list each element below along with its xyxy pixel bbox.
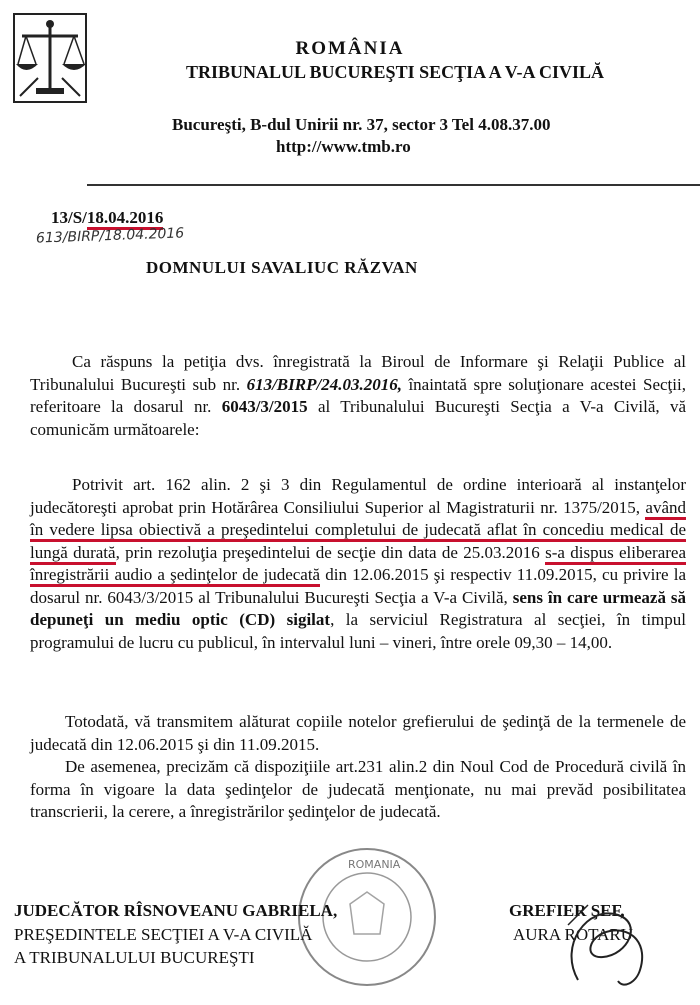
handwritten-registration: 613/BIRP/18.04.2016 xyxy=(35,225,185,247)
stamp-text: ROMANIA xyxy=(348,858,401,871)
p2-text-4: , la serviciul Registratura al secţiei, în timpul programului de lucru cu publicul, în intervalul luni – vineri, între orele 09,30 – 14,00. xyxy=(30,610,686,652)
country-title: ROMÂNIA xyxy=(295,38,405,59)
file-number: 6043/3/2015 xyxy=(221,397,308,416)
p2-text-1: Potrivit art. 162 alin. 2 şi 3 din Regulamentul de ordine interioară al instanţelor judecătoreşti aprobat prin Hotărârea Consiliului Superior al Magistraturii nr. 1375/2015, xyxy=(30,475,686,517)
registration-date: 18.04.2016 xyxy=(87,208,164,230)
paragraph-response xyxy=(30,351,686,441)
court-website: http://www.tmb.ro xyxy=(276,137,411,156)
judge-court: A TRIBUNALULUI BUCUREŞTI xyxy=(14,948,255,967)
court-title: TRIBUNALUL BUCUREŞTI SECŢIA A V-A CIVILĂ xyxy=(186,62,604,82)
clerk-name: AURA ROTARU xyxy=(513,925,634,944)
court-address: Bucureşti, B-dul Unirii nr. 37, sector 3 Tel 4.08.37.00 xyxy=(172,115,551,134)
underlined-disposition: s-a dispus eliberarea înregistrării audio a şedinţelor de judecată xyxy=(30,543,686,588)
cd-instruction: sens în care urmează să depuneţi un mediu optic (CD) sigilat xyxy=(30,587,687,629)
addressee: DOMNULUI SAVALIUC RĂZVAN xyxy=(146,258,418,277)
paragraph-attachments: Totodată, vă transmitem alăturat copiile notelor grefierului de şedinţă de la termenele de judecată din 12.06.2015 şi din 11.09.2015. xyxy=(30,712,686,754)
paragraph-transcription: De asemenea, precizăm că dispoziţiile art.231 alin.2 din Noul Cod de Procedură civilă în forma în vigoare la data şedinţelor de judecată menţionate, nu mai prevăd posibilitatea transcrierii, la cerere, a înregistrărilor şedinţelor de judecată. xyxy=(30,757,686,821)
p1-text-3: al Tribunalului Bucureşti Secţia a V-a Civilă, vă comunicăm următoarele: xyxy=(30,397,686,439)
registration-number xyxy=(51,208,163,228)
header-divider xyxy=(87,184,700,186)
judge-name: JUDECĂTOR RÎSNOVEANU GABRIELA, xyxy=(14,901,338,920)
underlined-reason: având în vedere lipsa obiectivă a preşedintelui completului de judecată aflat în concediu medical de lungă durată xyxy=(30,498,686,565)
p2-text-2: , prin rezoluţia preşedintelui de secţie din data de 25.03.2016 xyxy=(115,542,546,562)
judge-title: PREŞEDINTELE SECŢIEI A V-A CIVILĂ xyxy=(14,925,313,944)
p1-text-2: înaintată spre soluţionare acestei Secţii, referitoare la dosarul nr. xyxy=(30,374,686,416)
petition-reference: 613/BIRP/24.03.2016, xyxy=(246,374,402,394)
p2-text-3: din 12.06.2015 şi respectiv 11.09.2015, cu privire la dosarul nr. 6043/3/2015 al Tribunalului Bucureşti Secţia a V-a Civilă, xyxy=(30,565,686,607)
registration-prefix: 13/S/ xyxy=(51,208,87,227)
clerk-signature-icon xyxy=(548,885,668,995)
paragraph-decision xyxy=(30,474,686,654)
clerk-title: GREFIER ŞEF, xyxy=(509,901,625,920)
p1-text-1: Ca răspuns la petiţia dvs. înregistrată la Biroul de Informare şi Relaţii Publice al Tribunalului Bucureşti sub nr. xyxy=(30,352,686,394)
